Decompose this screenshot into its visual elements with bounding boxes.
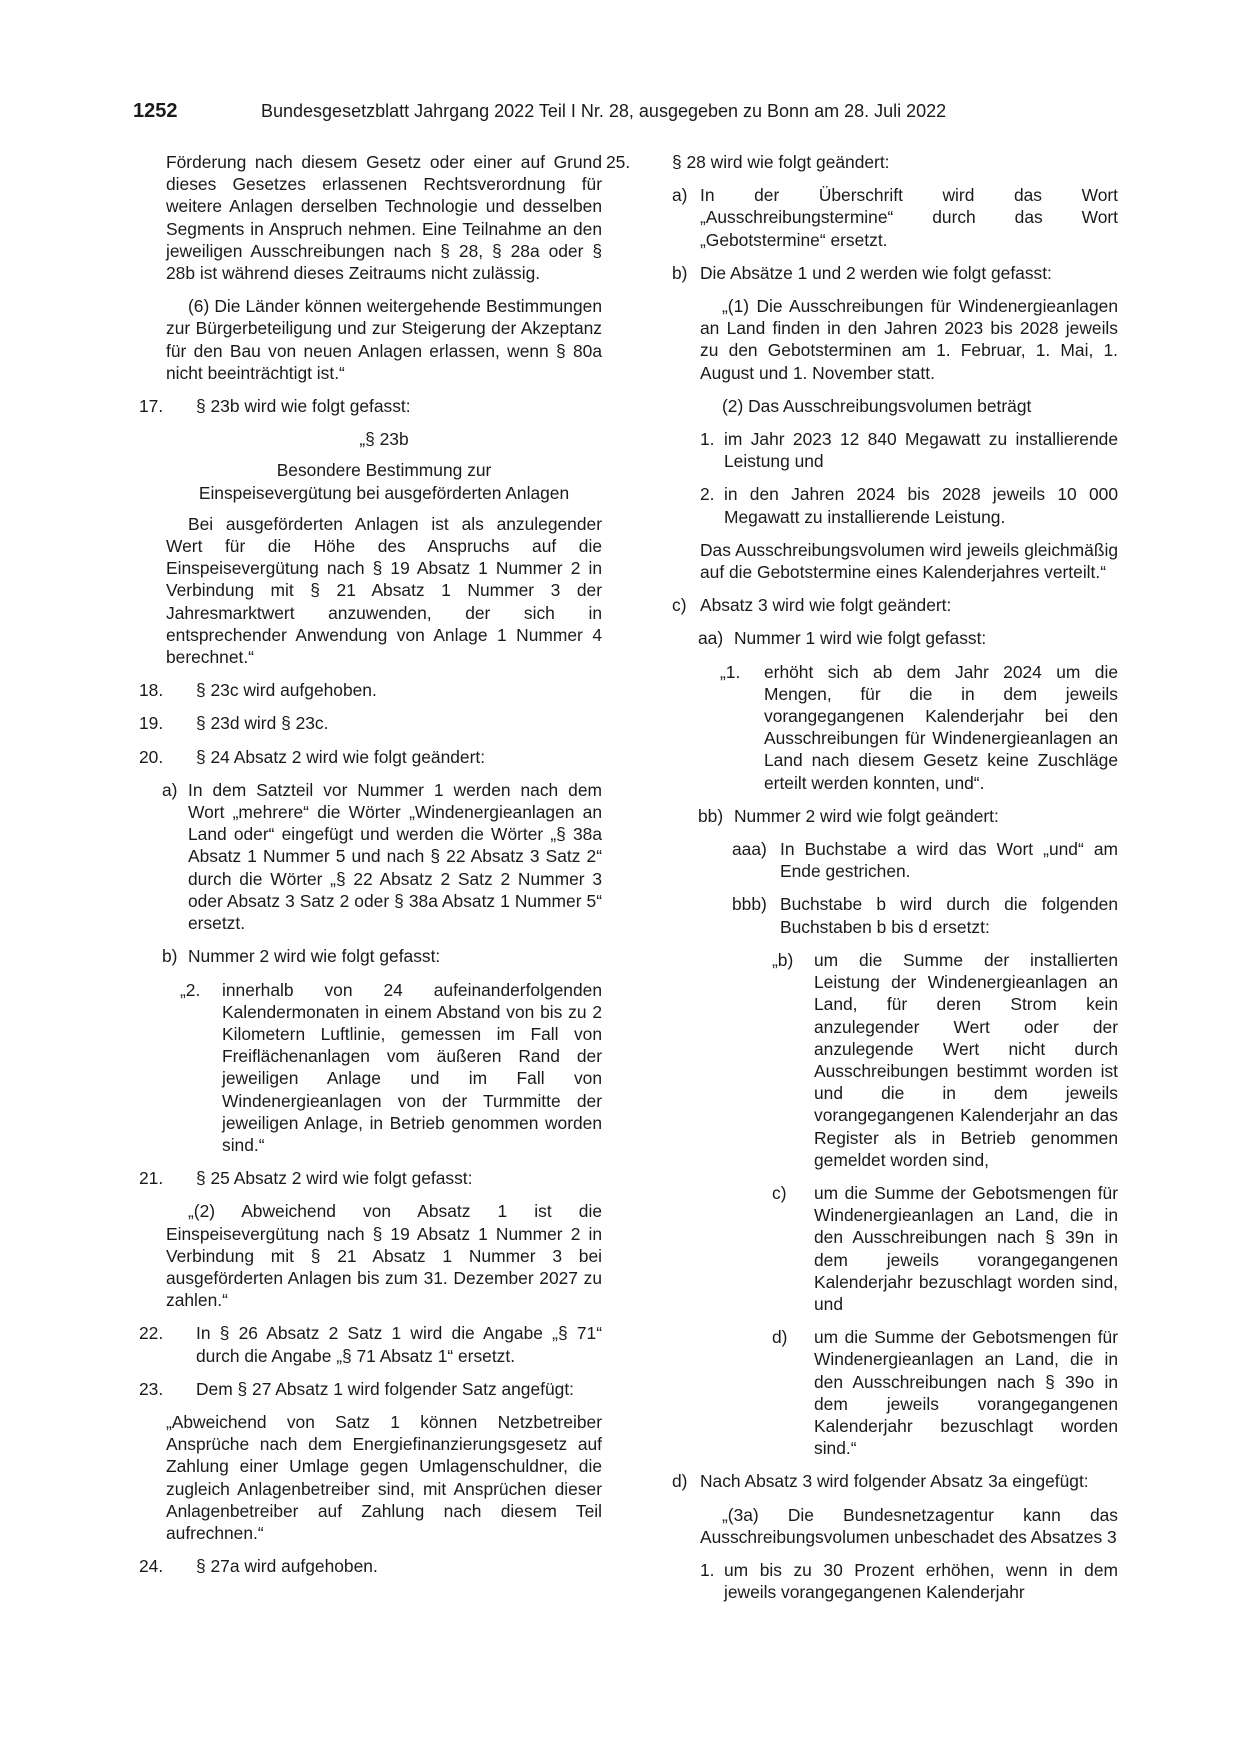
sub-item-text: Die Absätze 1 und 2 werden wie folgt gefasst: [700, 262, 1052, 283]
sub-item [648, 262, 1118, 284]
sub-item-letter: b) [672, 262, 688, 283]
sub-item-text: um die Summe der installierten Leistung der Windenergieanlagen an Land, für deren Strom kein anzulegender Wert oder der anzulegende Wert nicht durch Ausschreibungen bestimmt worden ist und die in dem jeweils vorangegangenen Kalenderjahr an das Register als in Betrieb genommen gemeldet worden sind, [814, 949, 1118, 1170]
list-item [139, 679, 602, 701]
right-column [606, 151, 1118, 1614]
sub-item-text: Nummer 2 wird wie folgt gefasst: [188, 946, 441, 967]
list-item [139, 1322, 602, 1366]
paragraph: Förderung nach diesem Gesetz oder einer auf Grund dieses Gesetzes erlassenen Rechtsverordnung für weitere Anlagen derselben Technologie und desselben Segments in Anspruch nehmen. Eine Teilnahme an den jeweiligen Ausschreibungen nach § 28, § 28a oder § 28b ist während dieses Zeitraums nicht zulässig. [166, 152, 602, 284]
sub-item-text: In der Überschrift wird das Wort „Ausschreibungstermine“ durch das Wort „Gebotstermine“ ersetzt. [700, 185, 1118, 250]
sub-item [648, 893, 1118, 937]
item-number: 18. [139, 680, 164, 701]
sub-item [648, 594, 1118, 616]
sub-item [648, 805, 1118, 827]
sub-item-letter: aa) [698, 628, 724, 649]
paragraph: (6) Die Länder können weitergehende Bestimmungen zur Bürgerbeteiligung und zur Steigerung der Akzeptanz für den Bau von neuen Anlagen erlassen, wenn § 80a nicht beeinträchtigt ist.“ [166, 296, 602, 383]
sub-item-letter: c) [772, 1182, 787, 1203]
section-number: „§ 23b [359, 429, 409, 450]
sub-item-text: In Buchstabe a wird das Wort „und“ am Ende gestrichen. [780, 839, 1118, 882]
item-text: § 23b wird wie folgt gefasst: [196, 396, 411, 417]
sub-item-letter: d) [672, 1471, 688, 1492]
paragraph: „Abweichend von Satz 1 können Netzbetreiber Ansprüche nach dem Energiefinanzierungsgesetz auf Zahlung einer Umlage gegen Umlagenschuldner, die zugleich Anlagenbetreiber sind, mit Ansprüchen dieser Anlagenbetreiber auf Zahlung nach diesem Teil aufrechnen.“ [166, 1411, 602, 1543]
item-number: 21. [139, 1168, 164, 1189]
item-text: § 23c wird aufgehoben. [196, 680, 377, 701]
item-text: In § 26 Absatz 2 Satz 1 wird die Angabe „§ 71“ durch die Angabe „§ 71 Absatz 1“ ersetzt. [196, 1323, 602, 1366]
sub-item-letter: b) [162, 946, 178, 967]
sub-item-letter: d) [772, 1327, 788, 1348]
paragraph: „(2) Abweichend von Absatz 1 ist die Einspeisevergütung nach § 19 Absatz 1 Nummer 2 in Verbindung mit § 21 Absatz 1 Nummer 3 bei ausgeförderten Anlagen bis zum 31. Dezember 2027 zu zahlen.“ [166, 1201, 602, 1311]
sub-item-text: Absatz 3 wird wie folgt geändert: [700, 595, 952, 616]
sub-item [648, 1470, 1118, 1492]
sub-item-text: Nummer 1 wird wie folgt gefasst: [734, 628, 987, 649]
sub-item-text: um die Summe der Gebotsmengen für Windenergieanlagen an Land, die in den Ausschreibungen nach § 39n in dem jeweils vorangegangenen Kalenderjahr bezuschlagt worden sind, und [814, 1182, 1118, 1314]
sub-item [648, 838, 1118, 882]
page-number: 1252 [133, 100, 178, 122]
item-text: § 23d wird § 23c. [196, 713, 329, 734]
sub-item-text: innerhalb von 24 aufeinanderfolgenden Kalendermonaten in einem Abstand von bis zu 2 Kilometern Luftlinie, gemessen im Fall von Freiflächenanlagen vom äußeren Rand der jeweiligen Anlage und im Fall von Windenergieanlagen von der Turmmitte der jeweiligen Anlage, in Betrieb genommen worden sind.“ [222, 979, 602, 1155]
sub-item [162, 779, 602, 934]
sub-item-number: 2. [700, 484, 715, 505]
item-text: § 25 Absatz 2 wird wie folgt gefasst: [196, 1168, 473, 1189]
sub-item [648, 428, 1118, 472]
list-item [139, 712, 602, 734]
item-number: 23. [139, 1378, 164, 1399]
sub-item [648, 184, 1118, 251]
paragraph: Bei ausgeförderten Anlagen ist als anzulegender Wert für die Höhe des Anspruchs auf die Einspeisevergütung nach § 19 Absatz 1 Nummer 2 in Verbindung mit § 21 Absatz 1 Nummer 3 der Jahresmarktwert anzuwenden, der sich in entsprechender Anwendung von Anlage 1 Nummer 4 berechnet.“ [166, 513, 602, 668]
sub-item [648, 1559, 1118, 1603]
list-item [139, 395, 602, 417]
sub-item-text: im Jahr 2023 12 840 Megawatt zu installierende Leistung und [724, 429, 1118, 472]
sub-item-text: in den Jahren 2024 bis 2028 jeweils 10 000 Megawatt zu installierende Leistung. [724, 484, 1118, 527]
sub-item-text: In dem Satzteil vor Nummer 1 werden nach dem Wort „mehrere“ die Wörter „Windenergieanlagen an Land oder“ eingefügt und werden die Wörter „§ 38a Absatz 1 Nummer 5 und nach § 22 Absatz 3 Satz 2“ durch die Wörter „§ 22 Absatz 2 Satz 2 Nummer 3 oder Absatz 3 Satz 2 oder § 38a Absatz 1 Nummer 5“ ersetzt. [188, 779, 602, 934]
sub-item [648, 661, 1118, 794]
sub-item-number: 1. [700, 429, 715, 450]
sub-item-text: Nach Absatz 3 wird folgender Absatz 3a eingefügt: [700, 1471, 1089, 1492]
sub-item-text: um bis zu 30 Prozent erhöhen, wenn in dem jeweils vorangegangenen Kalenderjahr [724, 1559, 1118, 1603]
sub-item [162, 945, 602, 967]
sub-item-number: 1. [700, 1559, 715, 1580]
list-item [139, 746, 602, 768]
paragraph: „(3a) Die Bundesnetzagentur kann das Ausschreibungsvolumen unbeschadet des Absatzes 3 [700, 1504, 1118, 1547]
left-column [139, 151, 602, 1588]
item-number: 25. [606, 152, 631, 172]
paragraph: „(1) Die Ausschreibungen für Windenergieanlagen an Land finden in den Jahren 2023 bis 2028 jeweils zu den Gebotsterminen am 1. Februar, 1. Mai, 1. August und 1. November statt. [700, 296, 1118, 383]
sub-item-text: erhöht sich ab dem Jahr 2024 um die Mengen, für die in dem jeweils vorangegangenen Kalenderjahr bei den Ausschreibungen für Windenergieanlagen an Land nach diesem Gesetz keine Zuschläge erteilt werden konnten, und“. [764, 661, 1118, 793]
item-text: Dem § 27 Absatz 1 wird folgender Satz angefügt: [196, 1378, 574, 1399]
item-text: § 27a wird aufgehoben. [196, 1556, 378, 1577]
sub-item-text: um die Summe der Gebotsmengen für Windenergieanlagen an Land, die in den Ausschreibungen nach § 39o in dem jeweils vorangegangenen Kalenderjahr bezuschlagt worden sind.“ [814, 1327, 1118, 1459]
sub-item [648, 1326, 1118, 1459]
sub-item-letter: a) [162, 779, 178, 800]
section-heading: Einspeisevergütung bei ausgeförderten Anlagen [198, 482, 570, 503]
list-item [139, 1555, 602, 1577]
sub-item-letter: a) [672, 185, 688, 206]
sub-item [166, 979, 602, 1157]
item-number: 20. [139, 746, 164, 767]
paragraph: (2) Das Ausschreibungsvolumen beträgt [722, 395, 1032, 416]
sub-item-text: Buchstabe b wird durch die folgenden Buchstaben b bis d ersetzt: [780, 894, 1118, 937]
list-item [139, 1167, 602, 1189]
sub-item-number: „2. [180, 979, 201, 1000]
list-item [606, 151, 1118, 173]
sub-item-letter: bb) [698, 805, 724, 826]
item-number: 24. [139, 1556, 164, 1577]
item-text: § 24 Absatz 2 wird wie folgt geändert: [196, 746, 486, 767]
item-number: 17. [139, 396, 164, 417]
sub-item [648, 483, 1118, 527]
sub-item-letter: c) [672, 595, 687, 616]
item-text: § 28 wird wie folgt geändert: [672, 152, 890, 172]
running-header: Bundesgesetzblatt Jahrgang 2022 Teil I Nr. 28, ausgegeben zu Bonn am 28. Juli 2022 [261, 101, 947, 121]
item-number: 22. [139, 1323, 164, 1344]
sub-item [648, 627, 1118, 649]
paragraph: Das Ausschreibungsvolumen wird jeweils gleichmäßig auf die Gebotstermine eines Kalenderjahres verteilt.“ [700, 539, 1118, 583]
sub-item-number: „1. [720, 661, 741, 682]
list-item [139, 1378, 602, 1400]
section-heading: Besondere Bestimmung zur [276, 460, 492, 481]
item-number: 19. [139, 713, 164, 734]
sub-item [648, 949, 1118, 1171]
sub-item-letter: aaa) [732, 839, 767, 860]
sub-item-text: Nummer 2 wird wie folgt geändert: [734, 805, 999, 826]
sub-item-letter: „b) [772, 949, 794, 970]
sub-item-letter: bbb) [732, 894, 767, 915]
sub-item [648, 1182, 1118, 1315]
